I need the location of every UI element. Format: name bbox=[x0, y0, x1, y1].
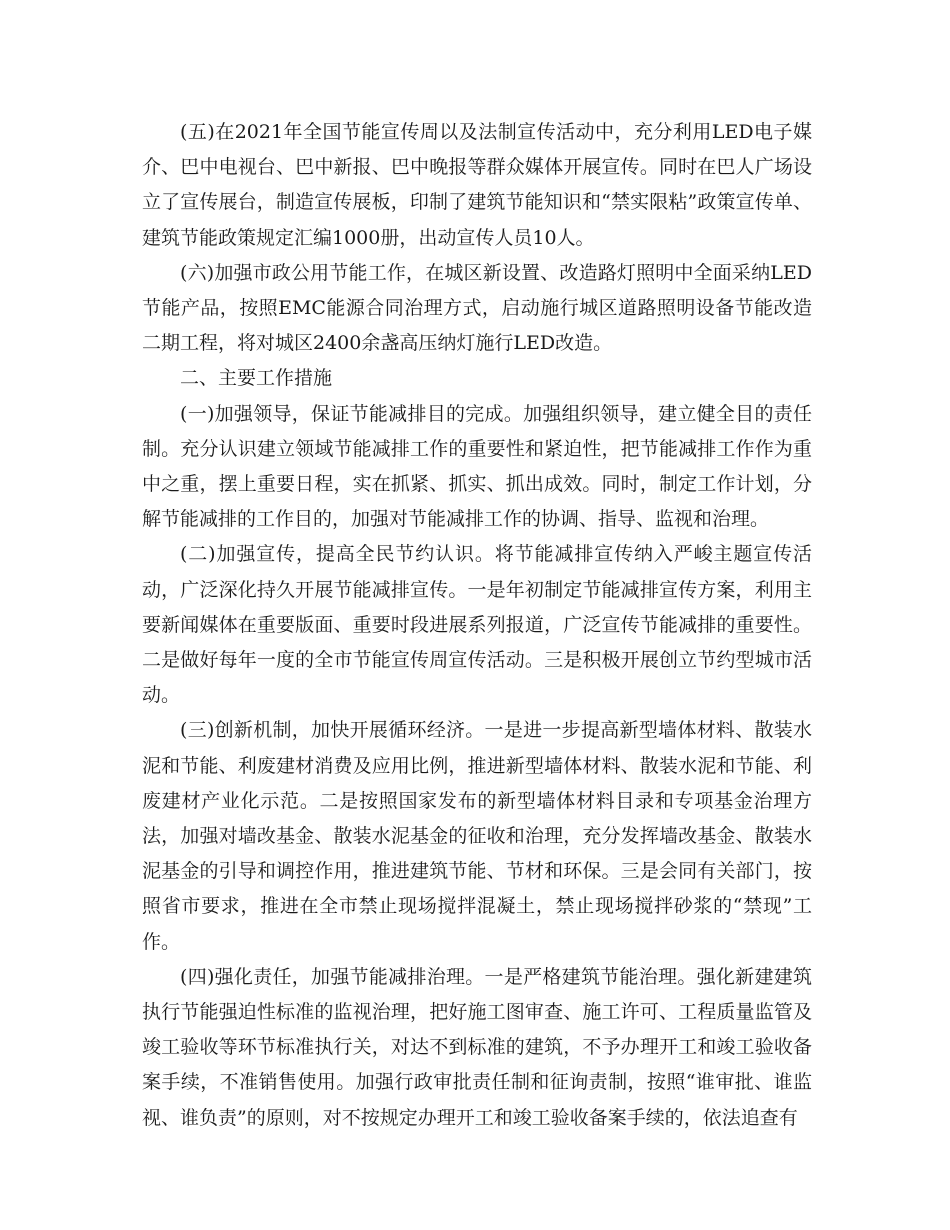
paragraph-four-responsibility: (四)强化责任，加强节能减排治理。一是严格建筑节能治理。强化新建建筑执行节能强迫性标准的监视治理，把好施工图审查、施工许可、工程质量监管及竣工验收等环节标准执行关，对达不到标准的建筑，不予办理开工和竣工验收备案手续，不准销售使用。加强行政审批责任制和征询责制，按照“谁审批、谁监视、谁负责”的原则，对不按规定办理开工和竣工验收备案手续的，依法追查有 bbox=[142, 965, 812, 1129]
section-heading-main-measures: 二、主要工作措施 bbox=[180, 367, 333, 390]
paragraph-two-publicity: (二)加强宣传，提高全民节约认识。将节能减排宣传纳入严峻主题宣传活动，广泛深化持久开展节能减排宣传。一是年初制定节能减排宣传方案，利用主要新闻媒体在重要版面、重要时段进展系列报道，广泛宣传节能减排的重要性。二是做好每年一度的全市节能宣传周宣传活动。三是积极开展创立节约型城市活动。 bbox=[142, 543, 812, 707]
paragraph-one-leadership: (一)加强领导，保证节能减排目的完成。加强组织领导，建立健全目的责任制。充分认识建立领域节能减排工作的重要性和紧迫性，把节能减排工作作为重中之重，摆上重要日程，实在抓紧、抓实、抓出成效。同时，制定工作计划，分解节能减排的工作目的，加强对节能减排工作的协调、指导、监视和治理。 bbox=[142, 402, 812, 531]
paragraph-five-publicity-week: (五)在2021年全国节能宣传周以及法制宣传活动中，充分利用LED电子媒介、巴中电视台、巴中新报、巴中晚报等群众媒体开展宣传。同时在巴人广场设立了宣传展台，制造宣传展板，印制了建筑节能知识和“禁实限粘”政策宣传单、建筑节能政策规定汇编1000册，出动宣传人员10人。 bbox=[142, 121, 812, 249]
paragraph-six-municipal-lighting: (六)加强市政公用节能工作，在城区新设置、改造路灯照明中全面采纳LED节能产品，按照EMC能源合同治理方式，启动施行城区道路照明设备节能改造二期工程，将对城区2400余盏高压纳灯施行LED改造。 bbox=[142, 261, 812, 355]
paragraph-three-innovation: (三)创新机制，加快开展循环经济。一是进一步提高新型墙体材料、散装水泥和节能、利废建材消费及应用比例，推进新型墙体材料、散装水泥和节能、利废建材产业化示范。二是按照国家发布的新型墙体材料目录和专项基金治理方法，加强对墙改基金、散装水泥基金的征收和治理，充分发挥墙改基金、散装水泥基金的引导和调控作用，推进建筑节能、节材和环保。三是会同有关部门，按照省市要求，推进在全市禁止现场搅拌混凝土，禁止现场搅拌砂浆的“禁现”工作。 bbox=[142, 719, 812, 953]
document-body bbox=[142, 115, 812, 1136]
